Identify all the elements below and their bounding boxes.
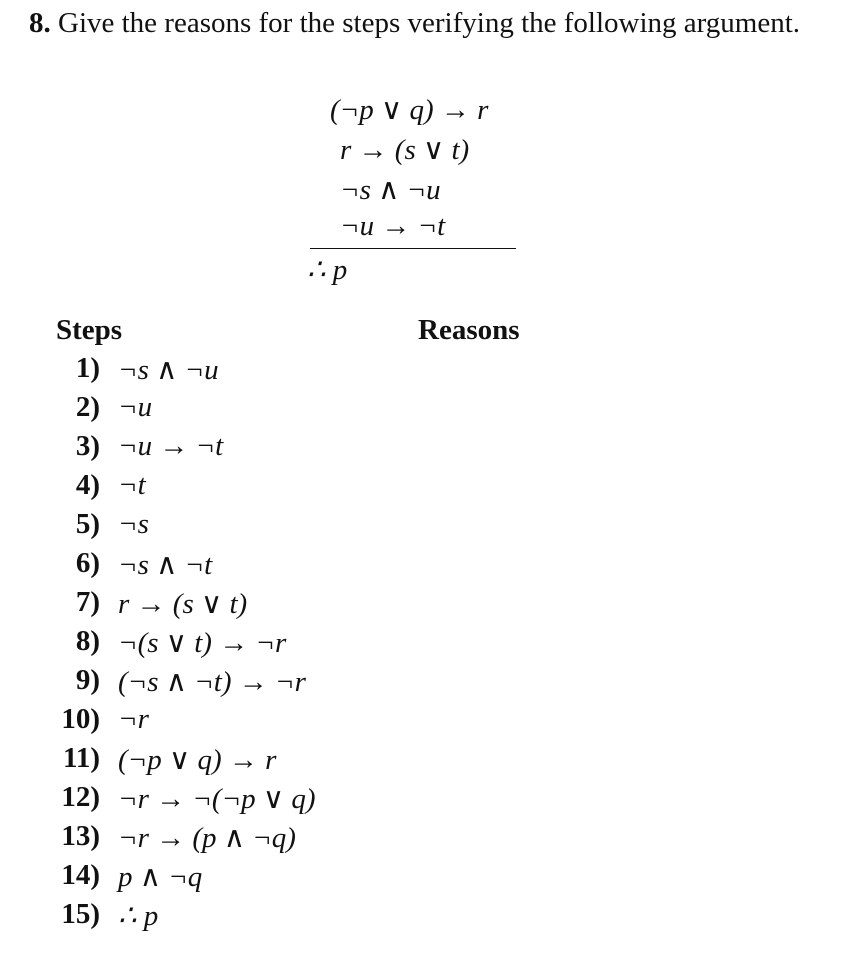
step-row (0, 898, 400, 936)
step-expression: ¬r → (p ∧ ¬q) (118, 822, 296, 854)
step-expression: ¬s ∧ ¬t (118, 549, 213, 581)
step-expression: ¬s ∧ ¬u (118, 354, 219, 386)
step-row (0, 547, 400, 585)
step-number: 3) (75, 430, 100, 462)
step-number: 11) (62, 742, 100, 774)
step-expression: ¬u → ¬t (118, 430, 224, 462)
step-number: 4) (75, 469, 100, 501)
step-row (0, 781, 400, 819)
step-row (0, 742, 400, 780)
step-expression: ¬s (118, 508, 149, 540)
step-number: 15) (61, 898, 100, 930)
premise-2: r → (s ∨ t) (340, 134, 470, 166)
step-row (0, 820, 400, 858)
premise-3: ¬s ∧ ¬u (340, 174, 441, 206)
problem-text: Give the reasons for the steps verifying the following argument. (58, 7, 801, 39)
step-expression: ∴ p (118, 900, 159, 932)
argument-conclusion: ∴ p (307, 254, 348, 286)
step-row (0, 586, 400, 624)
step-number: 12) (61, 781, 100, 813)
step-number: 14) (61, 859, 100, 891)
step-number: 2) (75, 391, 100, 423)
step-expression: ¬t (118, 469, 146, 501)
premise-1: (¬p ∨ q) → r (330, 94, 489, 126)
step-row (0, 430, 400, 468)
step-expression: p ∧ ¬q (118, 861, 203, 893)
step-row (0, 508, 400, 546)
step-number: 1) (75, 352, 100, 384)
problem-number: 8. (29, 7, 51, 39)
step-expression: (¬s ∧ ¬t) → ¬r (118, 666, 306, 698)
steps-header: Steps (56, 314, 123, 346)
step-expression: r → (s ∨ t) (118, 588, 248, 620)
step-expression: ¬u (118, 391, 153, 423)
step-row (0, 703, 400, 741)
step-number: 5) (75, 508, 100, 540)
step-row (0, 625, 400, 663)
step-expression: ¬(s ∨ t) → ¬r (118, 627, 287, 659)
step-number: 7) (75, 586, 100, 618)
step-row (0, 469, 400, 507)
problem-statement (14, 4, 810, 42)
step-row (0, 859, 400, 897)
step-number: 10) (61, 703, 100, 735)
reasons-header: Reasons (418, 314, 520, 346)
step-number: 6) (75, 547, 100, 579)
step-row (0, 352, 400, 390)
step-expression: ¬r (118, 703, 149, 735)
premise-4: ¬u → ¬t (340, 210, 446, 242)
step-expression: ¬r → ¬(¬p ∨ q) (118, 783, 316, 815)
step-number: 13) (61, 820, 100, 852)
step-expression: (¬p ∨ q) → r (118, 744, 277, 776)
step-number: 8) (75, 625, 100, 657)
step-row (0, 391, 400, 429)
step-row (0, 664, 400, 702)
step-number: 9) (75, 664, 100, 696)
argument-divider (310, 248, 516, 249)
